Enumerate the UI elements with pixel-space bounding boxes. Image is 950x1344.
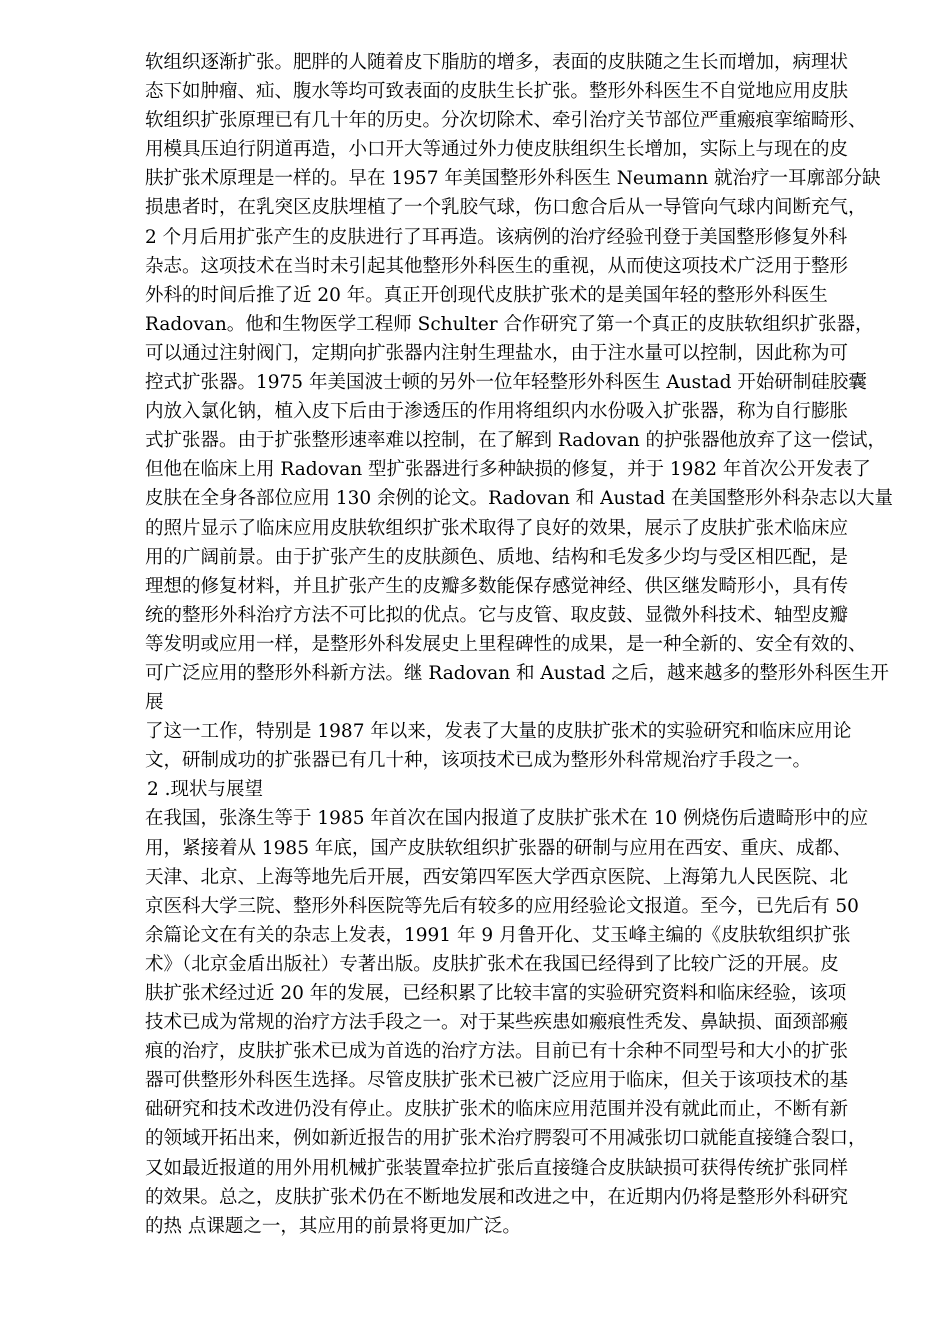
section-heading: 2 .现状与展望	[147, 779, 264, 801]
text-line: 可以通过注射阀门，定期向扩张器内注射生理盐水，由于注水量可以控制，因此称为可	[145, 342, 849, 364]
text-line: Radovan。他和生物医学工程师 Schulter 合作研究了第一个真正的皮肤软组织扩张器，	[145, 313, 874, 335]
text-line: 京医科大学三院、整形外科医院等先后有较多的应用经验论文报道。至今，已先后有 50	[145, 895, 859, 917]
text-line: 了这一工作，特别是 1987 年以来，发表了大量的皮肤扩张术的实验研究和临床应用论	[145, 721, 852, 743]
text-line: 文，研制成功的扩张器已有几十种，该项技术已成为整形外科常规治疗手段之一。	[145, 750, 812, 772]
text-line: 的热 点课题之一，其应用的前景将更加广泛。	[145, 1215, 521, 1237]
text-line: 用模具压迫行阴道再造，小口开大等通过外力使皮肤组织生长增加，实际上与现在的皮	[145, 139, 849, 161]
text-line: 等发明或应用一样，是整形外科发展史上里程碑性的成果，是一种全新的、安全有效的、	[145, 633, 867, 655]
text-line: 展	[145, 692, 164, 714]
text-line: 态下如肿瘤、疝、腹水等均可致表面的皮肤生长扩张。整形外科医生不自觉地应用皮肤	[145, 81, 849, 103]
text-line: 天津、北京、上海等地先后开展，西安第四军医大学西京医院、上海第九人民医院、北	[145, 866, 849, 888]
text-line: 器可供整形外科医生选择。尽管皮肤扩张术已被广泛应用于临床，但关于该项技术的基	[145, 1070, 849, 1092]
text-line: 软组织逐渐扩张。肥胖的人随着皮下脂肪的增多，表面的皮肤随之生长而增加，病理状	[145, 52, 849, 73]
text-line: 软组织扩张原理已有几十年的历史。分次切除术、牵引治疗关节部位严重瘢痕挛缩畸形、	[145, 110, 867, 132]
text-line: 的效果。总之，皮肤扩张术仍在不断地发展和改进之中，在近期内仍将是整形外科研究	[145, 1186, 849, 1208]
text-line: 理想的修复材料，并且扩张产生的皮瓣多数能保存感觉神经、供区继发畸形小，具有传	[145, 575, 849, 597]
text-line: 外科的时间后推了近 20 年。真正开创现代皮肤扩张术的是美国年轻的整形外科医生	[145, 284, 828, 306]
text-line: 内放入氯化钠，植入皮下后由于渗透压的作用将组织内水份吸入扩张器，称为自行膨胀	[145, 401, 849, 423]
text-line: 肤扩张术经过近 20 年的发展，已经积累了比较丰富的实验研究资料和临床经验，该项	[145, 983, 847, 1004]
text-line: 技术已成为常规的治疗方法手段之一。对于某些疾患如瘢痕性秃发、鼻缺损、面颈部瘢	[145, 1012, 849, 1034]
text-line: 可广泛应用的整形外科新方法。继 Radovan 和 Austad 之后，越来越多的整形外科医生开	[145, 662, 889, 684]
text-line: 的领域开拓出来，例如新近报告的用扩张术治疗腭裂可不用减张切口就能直接缝合裂口，	[145, 1128, 867, 1150]
text-line: 但他在临床上用 Radovan 型扩张器进行多种缺损的修复，并于 1982 年首次公开发表了	[145, 459, 871, 481]
text-line: 又如最近报道的用外用机械扩张装置牵拉扩张后直接缝合皮肤缺损可获得传统扩张同样	[145, 1157, 849, 1179]
text-line: 在我国，张涤生等于 1985 年首次在国内报道了皮肤扩张术在 10 例烧伤后遗畸形中的应	[145, 808, 869, 830]
text-line: 损患者时，在乳突区皮肤埋植了一个乳胶气球，伤口愈合后从一导管向气球内间断充气，	[145, 197, 867, 219]
text-line: 术》（北京金盾出版社）专著出版。皮肤扩张术在我国已经得到了比较广泛的开展。皮	[145, 953, 839, 975]
text-line: 杂志。这项技术在当时未引起其他整形外科医生的重视，从而使这项技术广泛用于整形	[145, 255, 849, 277]
text-line: 痕的治疗，皮肤扩张术已成为首选的治疗方法。目前已有十余种不同型号和大小的扩张	[145, 1041, 849, 1063]
text-line: 式扩张器。由于扩张整形速率难以控制，在了解到 Radovan 的护张器他放弃了这一偿试，	[145, 430, 887, 452]
text-line: 用，紧接着从 1985 年底，国产皮肤软组织扩张器的研制与应用在西安、重庆、成都、	[145, 837, 852, 859]
text-line: 皮肤在全身各部位应用 130 余例的论文。Radovan 和 Austad 在美国整形外科杂志以大量	[145, 488, 894, 510]
text-line: 余篇论文在有关的杂志上发表，1991 年 9 月鲁开化、艾玉峰主编的《皮肤软组织扩张	[145, 924, 851, 946]
text-line: 统的整形外科治疗方法不可比拟的优点。它与皮管、取皮鼓、显微外科技术、轴型皮瓣	[145, 604, 849, 626]
text-line: 控式扩张器。1975 年美国波士顿的另外一位年轻整形外科医生 Austad 开始研制硅胶囊	[145, 372, 867, 394]
body-text	[145, 48, 894, 1241]
text-line: 2 个月后用扩张产生的皮肤进行了耳再造。该病例的治疗经验刊登于美国整形修复外科	[145, 226, 848, 248]
text-line: 的照片显示了临床应用皮肤软组织扩张术取得了良好的效果，展示了皮肤扩张术临床应	[145, 517, 849, 539]
text-line: 用的广阔前景。由于扩张产生的皮肤颜色、质地、结构和毛发多少均与受区相匹配，是	[145, 546, 849, 568]
text-line: 肤扩张术原理是一样的。早在 1957 年美国整形外科医生 Neumann 就治疗一耳廓部分缺	[145, 168, 881, 190]
text-line: 础研究和技术改进仍没有停止。皮肤扩张术的临床应用范围并没有就此而止，不断有新	[145, 1099, 849, 1121]
